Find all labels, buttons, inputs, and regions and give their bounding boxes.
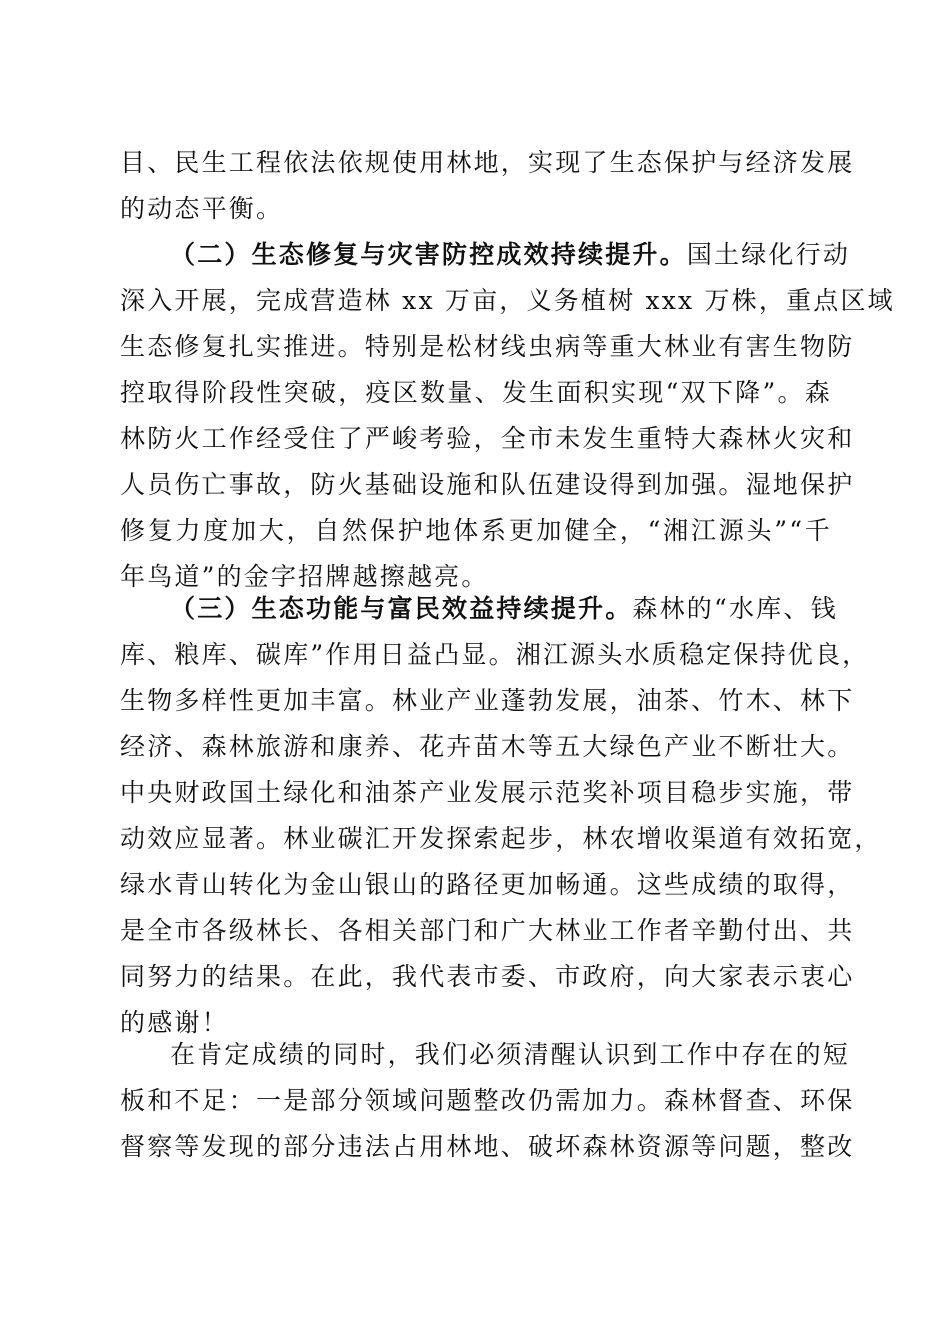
para3-line-8: 是全市各级林长、各相关部门和广大林业工作者辛勤付出、共 xyxy=(120,916,855,945)
para1-line-1: 目、民生工程依法依规使用林地，实现了生态保护与经济发展 xyxy=(120,148,855,177)
para2-first-rest: 国土绿化行动 xyxy=(686,240,851,269)
para2-line-6: 人员伤亡事故，防火基础设施和队伍建设得到加强。湿地保护 xyxy=(120,470,855,499)
para3-line-10: 的感谢！ xyxy=(120,1008,229,1037)
para3-line-5: 中央财政国土绿化和油茶产业发展示范奖补项目稳步实施，带 xyxy=(120,778,855,807)
para3-line-2: 库、粮库、碳库”作用日益凸显。湘江源头水质稳定保持优良， xyxy=(120,640,870,669)
para3-line-4: 经济、森林旅游和康养、花卉苗木等五大绿色产业不断壮大。 xyxy=(120,732,855,761)
para2-first-line xyxy=(170,232,851,278)
para2-line-8: 年鸟道”的金字招牌越擦越亮。 xyxy=(120,562,489,591)
para4-first-line: 在肯定成绩的同时，我们必须清醒认识到工作中存在的短 xyxy=(170,1040,851,1069)
para4-line-2: 板和不足：一是部分领域问题整改仍需加力。森林督查、环保 xyxy=(120,1086,855,1115)
para2-line-3: 生态修复扎实推进。特别是松材线虫病等重大林业有害生物防 xyxy=(120,332,855,361)
para3-heading: （三）生态功能与富民效益持续提升。 xyxy=(170,594,633,623)
para3-first-line xyxy=(170,586,838,632)
para2-heading: （二）生态修复与灾害防控成效持续提升。 xyxy=(170,240,687,269)
para3-line-7: 绿水青山转化为金山银山的路径更加畅通。这些成绩的取得， xyxy=(120,870,855,899)
para2-line-4: 控取得阶段性突破，疫区数量、发生面积实现“双下降”。森 xyxy=(120,378,832,407)
para2-line-5: 林防火工作经受住了严峻考验，全市未发生重特大森林火灾和 xyxy=(120,424,855,453)
para2-line-2: 深入开展，完成营造林 xx 万亩，义务植树 xxx 万株，重点区域 xyxy=(120,286,895,315)
para4-line-3: 督察等发现的部分违法占用林地、破坏森林资源等问题，整改 xyxy=(120,1132,855,1161)
para3-first-rest: 森林的“水库、钱 xyxy=(632,594,838,623)
para1-line-2: 的动态平衡。 xyxy=(120,194,284,223)
para3-line-9: 同努力的结果。在此，我代表市委、市政府，向大家表示衷心 xyxy=(120,962,855,991)
para3-line-3: 生物多样性更加丰富。林业产业蓬勃发展，油茶、竹木、林下 xyxy=(120,686,855,715)
para3-line-6: 动效应显著。林业碳汇开发探索起步，林农增收渠道有效拓宽， xyxy=(120,824,882,853)
para2-line-7: 修复力度加大，自然保护地体系更加健全，“湘江源头”“千 xyxy=(120,516,832,545)
